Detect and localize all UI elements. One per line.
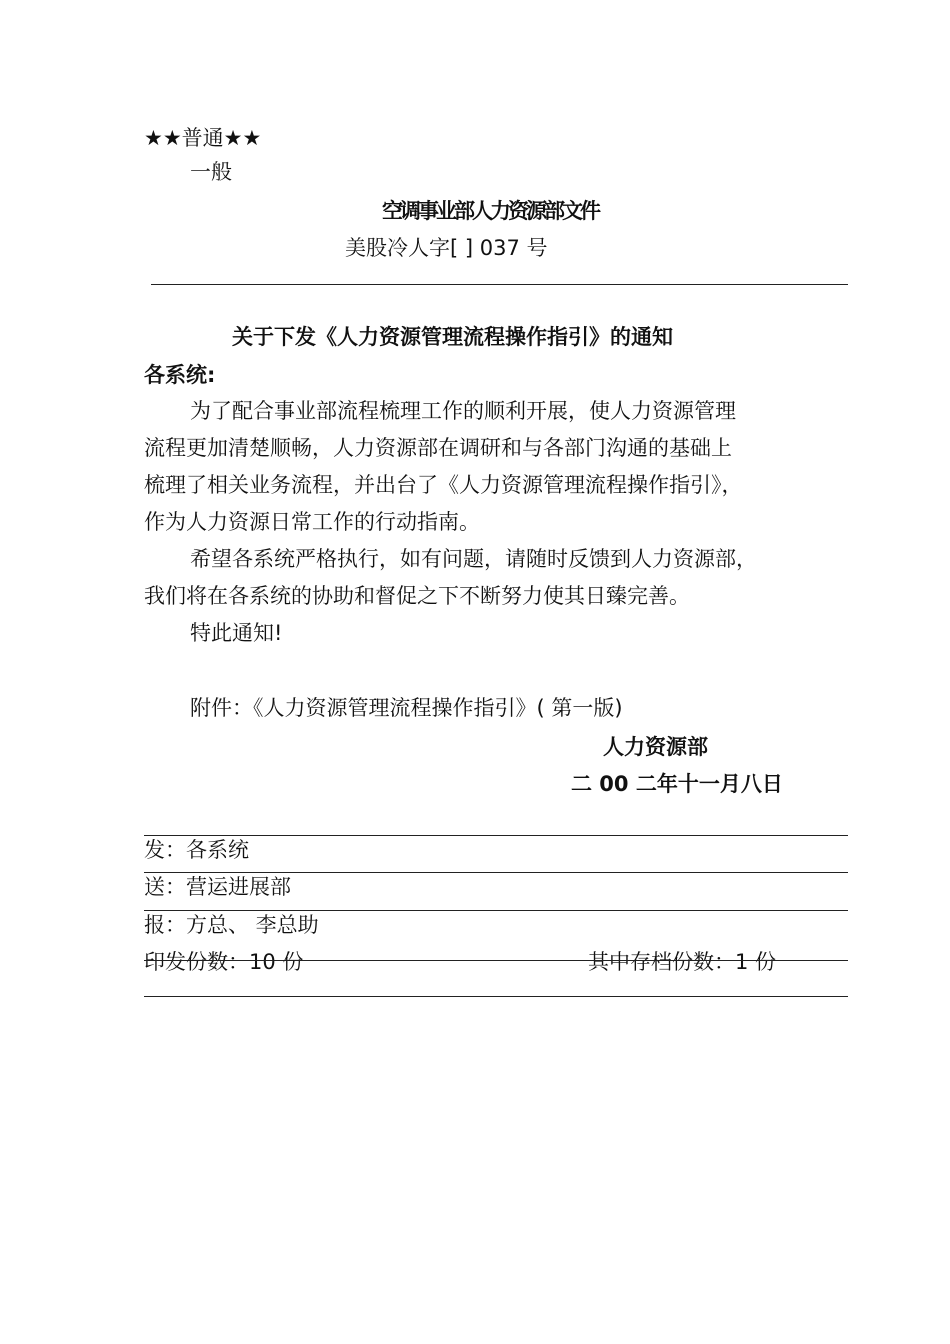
attachment-line: 附件：《人力资源管理流程操作指引》( 第一版) [190, 696, 623, 720]
notice-title: 关于下发《人力资源管理流程操作指引》的通知 [232, 325, 673, 349]
issue-date: 二 00 二年十一月八日 [571, 772, 783, 796]
distribution-rule-bottom [144, 996, 848, 997]
issuing-department: 空调事业部人力资源部文件 [382, 199, 598, 223]
copies-printed: 印发份数：10 份 [144, 950, 304, 974]
document-number: 美股冷人字[ ] 037 号 [345, 236, 548, 260]
header-divider [151, 284, 848, 285]
signer: 人力资源部 [603, 735, 708, 759]
paragraph-line: 我们将在各系统的协助和督促之下不断努力使其日臻完善。 [144, 584, 690, 608]
paragraph-line: 作为人力资源日常工作的行动指南。 [144, 510, 480, 534]
document-level: 一般 [190, 160, 232, 184]
copies-archived: 其中存档份数：1 份 [588, 950, 777, 974]
paragraph-line: 梳理了相关业务流程，并出台了《人力资源管理流程操作指引》， [144, 473, 743, 497]
paragraph-line: 为了配合事业部流程梳理工作的顺利开展，使人力资源管理 [190, 399, 736, 423]
salutation: 各系统: [144, 363, 216, 387]
distribution-report: 报：方总、 李总助 [144, 913, 319, 937]
paragraph-line: 希望各系统严格执行，如有问题，请随时反馈到人力资源部， [190, 547, 757, 571]
document-grade: ★★普通★★ [144, 126, 262, 150]
distribution-rule-top [144, 835, 848, 836]
distribution-copy: 送：营运进展部 [144, 875, 291, 899]
body-paragraph-1 [144, 393, 824, 541]
closing-remark: 特此通知! [190, 621, 283, 645]
copies-overline-rule [144, 960, 848, 961]
distribution-send: 发：各系统 [144, 838, 249, 862]
paragraph-line: 流程更加清楚顺畅，人力资源部在调研和与各部门沟通的基础上 [144, 436, 732, 460]
body-paragraph-2 [144, 541, 824, 615]
